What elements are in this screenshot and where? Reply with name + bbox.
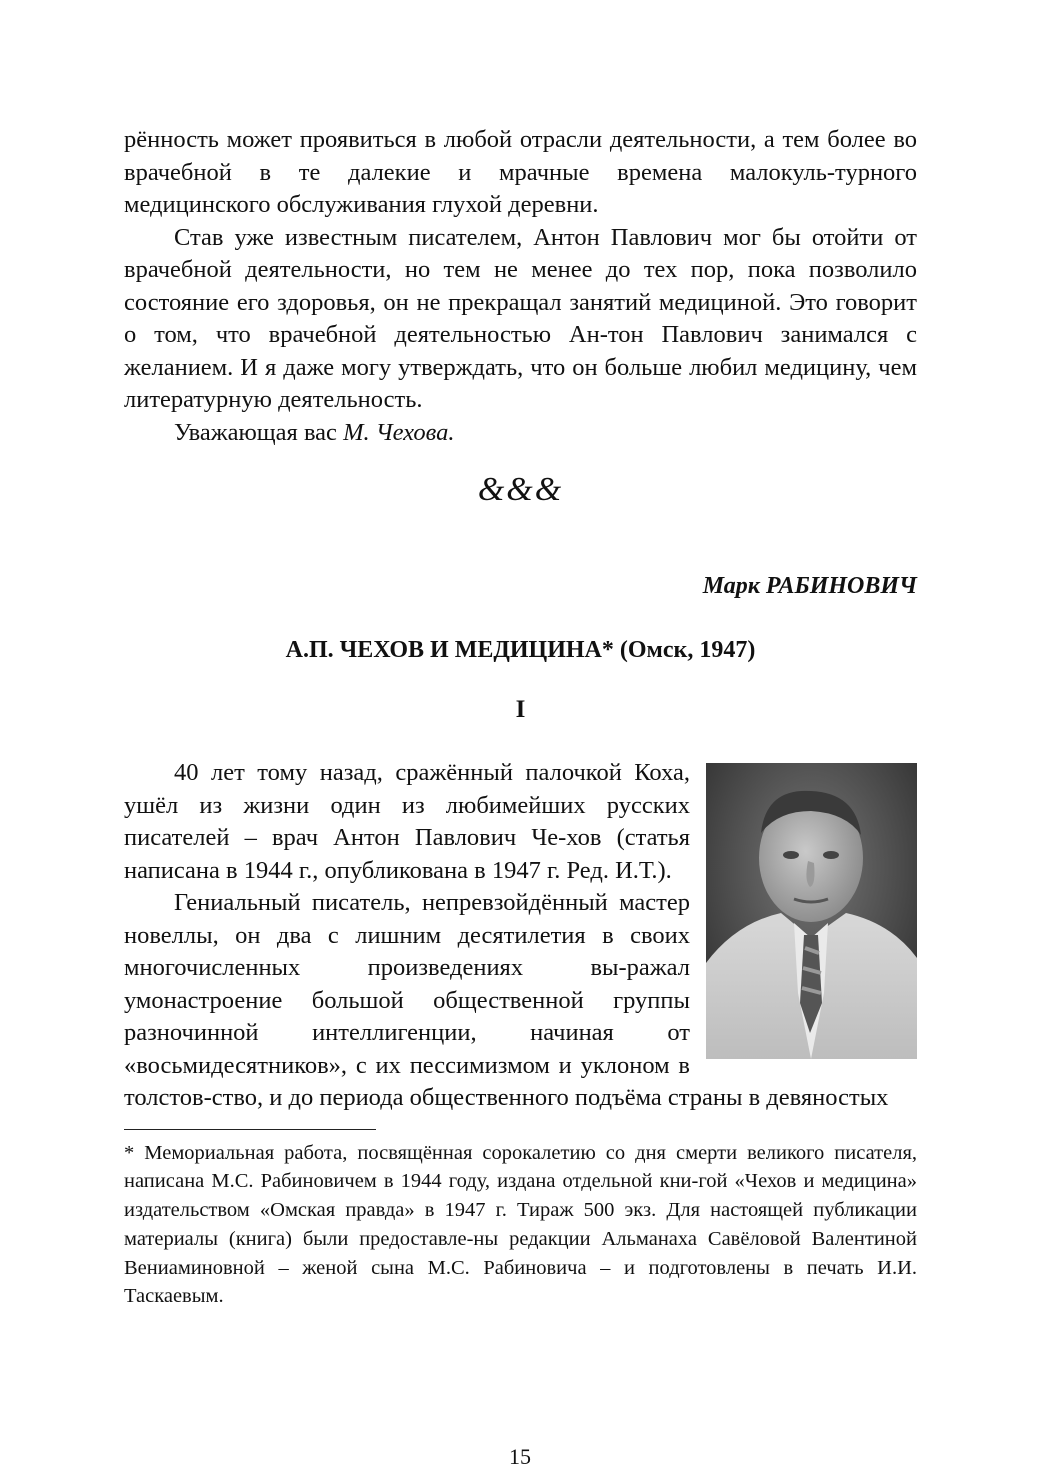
signature-prefix: Уважающая вас [174, 418, 344, 446]
article-title: А.П. ЧЕХОВ И МЕДИЦИНА* (Омск, 1947) [285, 637, 756, 663]
letter-signature [124, 417, 917, 450]
footnote: * Мемориальная работа, посвящённая сорокалетию со дня смерти великого писателя, написана М.С. Рабиновичем в 1944 году, издана отдельной кни-гой «Чехов и медицина» издательством «Омская правда» в 1947 г. Тираж 500 экз. Для настоящей публикации материалы (книга) были предоставле-ны редакции Альманаха Савёловой Валентиной Вениаминовной – женой сына М.С. Рабиновича – и подготовлены в печать И.И. Таскаевым. [124, 1141, 917, 1308]
section-ornament: &&& [477, 471, 564, 508]
section-number: I [515, 696, 526, 723]
paragraph: 40 лет тому назад, сражённый палочкой Коха, ушёл из жизни один из любимейших русских писателей – врач Антон Павлович Че-хов (статья написана в 1944 г., опубликована в 1947 г. Ред. И.Т.). [124, 759, 690, 884]
article-body [124, 757, 917, 1115]
paragraph: Гениальный писатель, непревзойдённый мастер новеллы, он два с лишним десятилетия в своих многочисленных произведениях вы-ражал умонастроение большой общественной группы разночинной интеллигенции, начиная от «восьмидесятников», с их пессимизмом и уклоном в толстов-ство, и до периода общественного подъёма страны в девяностых [124, 889, 889, 1111]
page-content [124, 124, 917, 1311]
paragraph: Став уже известным писателем, Антон Павлович мог бы отойти от врачебной деятельности, но тем не менее до тех пор, пока позволило состояние его здоровья, он не прекращал занятий медициной. Это говорит о том, что врачебной деятельностью Ан-тон Павлович занимался с желанием. И я даже могу утверждать, что он больше любил медицину, чем литературную деятельность. [124, 223, 917, 413]
page-number: 15 [509, 1444, 531, 1469]
signature-name: М. Чехова. [343, 418, 455, 446]
article-author: Марк РАБИНОВИЧ [702, 573, 917, 599]
footnote-separator [124, 1129, 376, 1130]
paragraph-continuation: рённость может проявиться в любой отрасли деятельности, а тем более во врачебной в те далекие и мрачные времена малокуль-турного медицинского обслуживания глухой деревни. [124, 126, 917, 218]
author-portrait-photo [706, 763, 917, 1059]
